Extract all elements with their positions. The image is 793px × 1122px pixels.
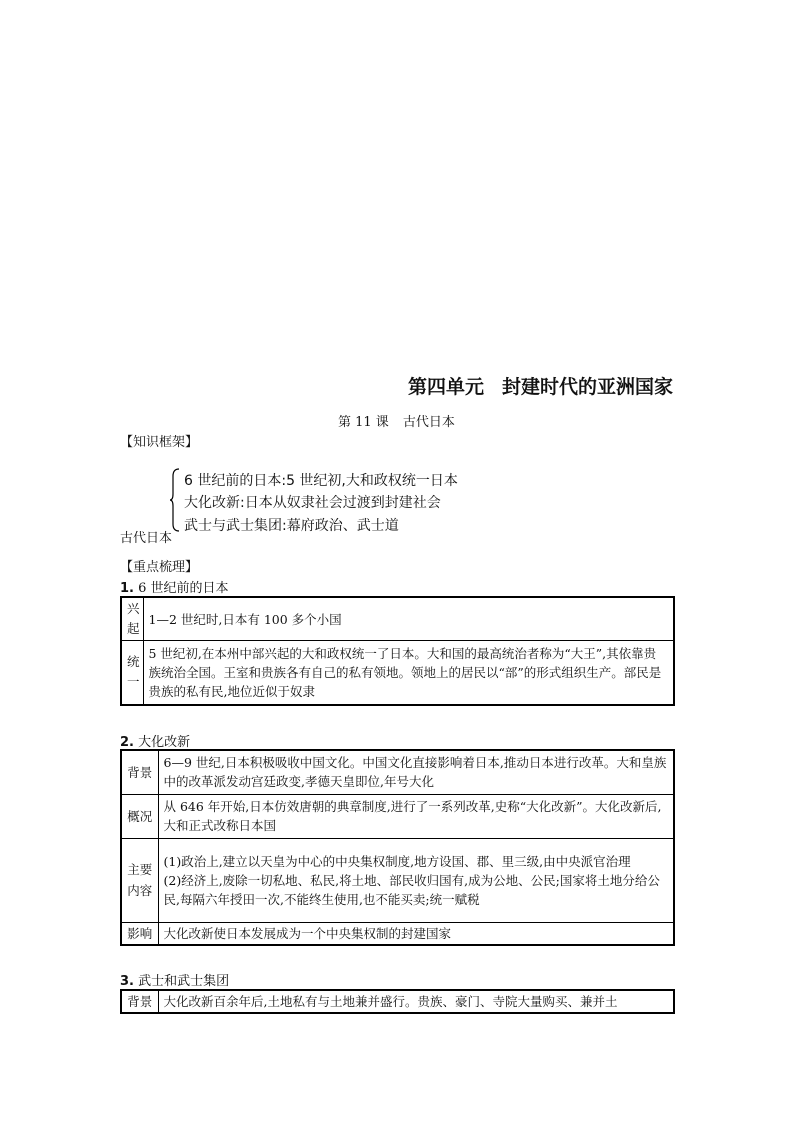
content-item-1: (1)政治上,建立以天皇为中心的中央集权制度,地方设国、郡、里三级,由中央派官治理 (163, 853, 631, 869)
framework-item-2: 大化改新:日本从奴隶社会过渡到封建社会 (184, 495, 441, 511)
row-content: 1—2 世纪时,日本有 100 多个小国 (143, 597, 674, 641)
lesson-number: 第 11 课 (338, 415, 389, 430)
framework-item-1: 6 世纪前的日本:5 世纪初,大和政权统一日本 (184, 473, 458, 489)
row-content: 大化改新使日本发展成为一个中央集权制的封建国家 (158, 922, 674, 945)
section3-num: 3. (120, 974, 134, 989)
row-label: 兴起 (121, 597, 143, 641)
section1-table (120, 596, 675, 706)
table-row (121, 922, 674, 945)
row-content: 5 世纪初,在本州中部兴起的大和政权统一了日本。大和国的最高统治者称为“大王”,其依靠贵族统治全国。王室和贵族各有自己的私有领地。领地上的居民以“部”的形式组织生产。部民是贵族的私有民,地位近似于奴隶 (143, 641, 674, 705)
content-item-2: (2)经济上,废除一切私地、私民,将土地、部民收归国有,成为公地、公民;国家将土地分给公民,每隔六年授田一次,不能终生使用,也不能买卖;统一赋税 (163, 872, 660, 907)
table-row (121, 794, 674, 838)
section3-heading (120, 970, 229, 989)
row-label: 概况 (121, 794, 158, 838)
section1-heading (120, 577, 229, 596)
section2-heading (120, 731, 190, 750)
lesson-name: 古代日本 (402, 415, 455, 430)
framework-root: 古代日本 (120, 531, 173, 546)
table-row (121, 597, 674, 641)
framework-brace (170, 468, 180, 532)
row-label: 主要内容 (121, 838, 158, 922)
section2-num: 2. (120, 735, 134, 750)
row-label: 背景 (121, 750, 158, 794)
lesson-title (338, 411, 455, 430)
row-content: 大化改新百余年后,土地私有与土地兼并盛行。贵族、豪门、寺院大量购买、兼并土 (158, 990, 674, 1013)
section2-title: 大化改新 (138, 735, 191, 750)
section1-num: 1. (120, 581, 134, 596)
unit-title-part2: 封建时代的亚洲国家 (502, 376, 674, 398)
unit-title (408, 372, 673, 399)
row-content: 从 646 年开始,日本仿效唐朝的典章制度,进行了一系列改革,史称“大化改新”。大化改新后,大和正式改称日本国 (158, 794, 674, 838)
key-points-label: 【重点梳理】 (120, 560, 199, 575)
section1-title: 6 世纪前的日本 (138, 581, 229, 596)
table-row (121, 990, 674, 1013)
table-row (121, 641, 674, 705)
row-label: 影响 (121, 922, 158, 945)
row-label: 统一 (121, 641, 143, 705)
knowledge-framework-label: 【知识框架】 (120, 435, 199, 450)
table-row (121, 750, 674, 794)
unit-title-part1: 第四单元 (408, 376, 485, 398)
section3-table (120, 989, 675, 1014)
framework-item-3: 武士与武士集团:幕府政治、武士道 (184, 518, 399, 534)
row-content (158, 838, 674, 922)
section2-table (120, 749, 675, 946)
row-label: 背景 (121, 990, 158, 1013)
row-content: 6—9 世纪,日本积极吸收中国文化。中国文化直接影响着日本,推动日本进行改革。大和皇族中的改革派发动宫廷政变,孝德天皇即位,年号大化 (158, 750, 674, 794)
table-row (121, 838, 674, 922)
section3-title: 武士和武士集团 (138, 974, 230, 989)
